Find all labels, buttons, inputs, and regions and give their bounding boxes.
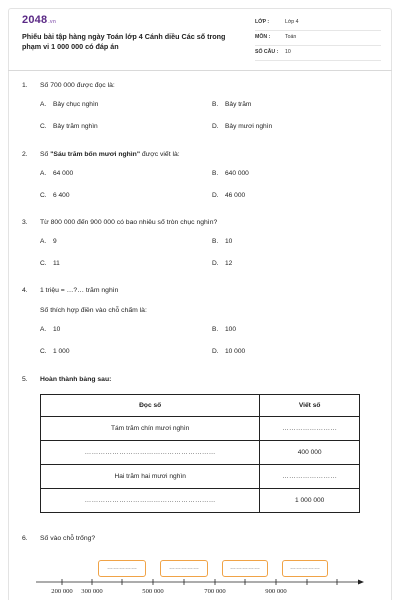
meta-key: MÔN : bbox=[255, 34, 271, 40]
question-number: 6. bbox=[22, 535, 28, 542]
table-blank-cell[interactable]: …………………… bbox=[260, 417, 360, 441]
option-label: C. bbox=[40, 260, 47, 267]
option-label: A. bbox=[40, 326, 47, 333]
column-header-write: Viết số bbox=[260, 395, 360, 417]
question-number: 1. bbox=[22, 82, 28, 89]
option-b[interactable] bbox=[212, 238, 232, 245]
option-label: D. bbox=[212, 123, 219, 130]
meta-value: 10 bbox=[285, 49, 291, 55]
question-text-emphasis: "Sáu trăm bốn mươi nghìn" bbox=[50, 151, 141, 158]
option-c[interactable] bbox=[40, 260, 60, 267]
option-text: Bảy trăm bbox=[225, 101, 252, 108]
question-text-part: được viết là: bbox=[140, 151, 180, 158]
tick-label: 300 000 bbox=[81, 588, 103, 595]
option-label: B. bbox=[212, 326, 219, 333]
option-b[interactable] bbox=[212, 101, 251, 108]
option-text: 11 bbox=[53, 260, 60, 267]
option-label: C. bbox=[40, 348, 47, 355]
number-line-blank[interactable]: …………… bbox=[160, 560, 208, 577]
table-cell: Hai trăm hai mươi nghìn bbox=[41, 465, 260, 489]
table-cell: 400 000 bbox=[260, 441, 360, 465]
option-b[interactable] bbox=[212, 170, 249, 177]
question-number: 5. bbox=[22, 376, 28, 383]
table-cell: 1 000 000 bbox=[260, 489, 360, 513]
question-text bbox=[40, 151, 180, 158]
header-divider bbox=[8, 70, 392, 71]
question-number: 3. bbox=[22, 219, 28, 226]
option-c[interactable] bbox=[40, 123, 98, 130]
table-row bbox=[41, 441, 360, 465]
option-a[interactable] bbox=[40, 101, 98, 108]
question-text: Số vào chỗ trống? bbox=[40, 535, 96, 542]
option-text: 12 bbox=[225, 260, 233, 267]
logo-text: 2048 bbox=[22, 14, 48, 26]
meta-row-subject bbox=[255, 31, 381, 46]
option-text: 46 000 bbox=[225, 192, 246, 199]
table-row bbox=[41, 489, 360, 513]
option-text: 10 bbox=[53, 326, 61, 333]
option-text: Bảy trăm nghìn bbox=[53, 123, 98, 130]
tick-label: 900 000 bbox=[265, 588, 287, 595]
option-b[interactable] bbox=[212, 326, 236, 333]
option-label: B. bbox=[212, 238, 219, 245]
option-a[interactable] bbox=[40, 238, 57, 245]
option-text: Bảy chục nghìn bbox=[53, 101, 99, 108]
meta-key: SỐ CÂU : bbox=[255, 49, 279, 55]
table-blank-cell[interactable]: …………………… bbox=[260, 465, 360, 489]
option-text: 100 bbox=[225, 326, 237, 333]
option-label: A. bbox=[40, 101, 47, 108]
meta-row-count bbox=[255, 46, 381, 61]
table-blank-cell[interactable]: ………………………………………………… bbox=[41, 489, 260, 513]
question-number: 2. bbox=[22, 151, 28, 158]
tick-label: 200 000 bbox=[51, 588, 73, 595]
option-text: 10 000 bbox=[225, 348, 246, 355]
question-text: Hoàn thành bảng sau: bbox=[40, 376, 112, 383]
meta-value: Lớp 4 bbox=[285, 19, 299, 25]
option-label: C. bbox=[40, 192, 47, 199]
option-label: B. bbox=[212, 101, 219, 108]
table-header-row bbox=[41, 395, 360, 417]
option-text: 1 000 bbox=[53, 348, 70, 355]
option-label: A. bbox=[40, 170, 47, 177]
question-text: Từ 800 000 đến 900 000 có bao nhiêu số tròn chục nghìn? bbox=[40, 219, 218, 226]
option-text: 10 bbox=[225, 238, 233, 245]
option-label: C. bbox=[40, 123, 47, 130]
option-a[interactable] bbox=[40, 326, 60, 333]
option-c[interactable] bbox=[40, 192, 70, 199]
option-text: 640 000 bbox=[225, 170, 249, 177]
option-text: 6 400 bbox=[53, 192, 70, 199]
number-line-blank[interactable]: …………… bbox=[282, 560, 328, 577]
meta-value: Toán bbox=[285, 34, 297, 40]
option-text: 9 bbox=[53, 238, 57, 245]
table-row bbox=[41, 465, 360, 489]
option-c[interactable] bbox=[40, 348, 70, 355]
number-table bbox=[40, 394, 360, 513]
option-d[interactable] bbox=[212, 192, 245, 199]
option-label: B. bbox=[212, 170, 219, 177]
column-header-read: Đọc số bbox=[41, 395, 260, 417]
option-d[interactable] bbox=[212, 260, 232, 267]
option-text: Bảy mươi nghìn bbox=[225, 123, 273, 130]
logo-suffix: .vn bbox=[48, 19, 57, 25]
option-text: 64 000 bbox=[53, 170, 74, 177]
option-d[interactable] bbox=[212, 348, 245, 355]
question-text: Số 700 000 được đọc là: bbox=[40, 82, 115, 89]
option-a[interactable] bbox=[40, 170, 73, 177]
meta-row-grade bbox=[255, 16, 381, 31]
meta-key: LỚP : bbox=[255, 19, 270, 25]
table-cell: Tám trăm chín mươi nghìn bbox=[41, 417, 260, 441]
site-logo[interactable] bbox=[22, 14, 56, 26]
table-blank-cell[interactable]: ………………………………………………… bbox=[41, 441, 260, 465]
question-text: 1 triệu = …?… trăm nghìn bbox=[40, 287, 119, 294]
tick-label: 700 000 bbox=[204, 588, 226, 595]
tick-label: 500 000 bbox=[142, 588, 164, 595]
option-label: D. bbox=[212, 192, 219, 199]
table-row bbox=[41, 417, 360, 441]
number-line bbox=[30, 552, 370, 600]
option-label: A. bbox=[40, 238, 47, 245]
option-label: D. bbox=[212, 260, 219, 267]
option-d[interactable] bbox=[212, 123, 272, 130]
axis-arrow bbox=[358, 580, 364, 585]
worksheet-title: Phiếu bài tập hàng ngày Toán lớp 4 Cánh diều Các số trong phạm vi 1 000 000 có đáp án bbox=[22, 32, 226, 51]
worksheet-meta bbox=[255, 16, 381, 61]
question-subtext: Số thích hợp điền vào chỗ chấm là: bbox=[40, 307, 147, 314]
option-label: D. bbox=[212, 348, 219, 355]
question-text-part: Số bbox=[40, 151, 51, 158]
worksheet-header bbox=[22, 14, 382, 62]
number-line-blank[interactable]: …………… bbox=[222, 560, 268, 577]
number-line-blank[interactable]: …………… bbox=[98, 560, 146, 577]
question-number: 4. bbox=[22, 287, 28, 294]
